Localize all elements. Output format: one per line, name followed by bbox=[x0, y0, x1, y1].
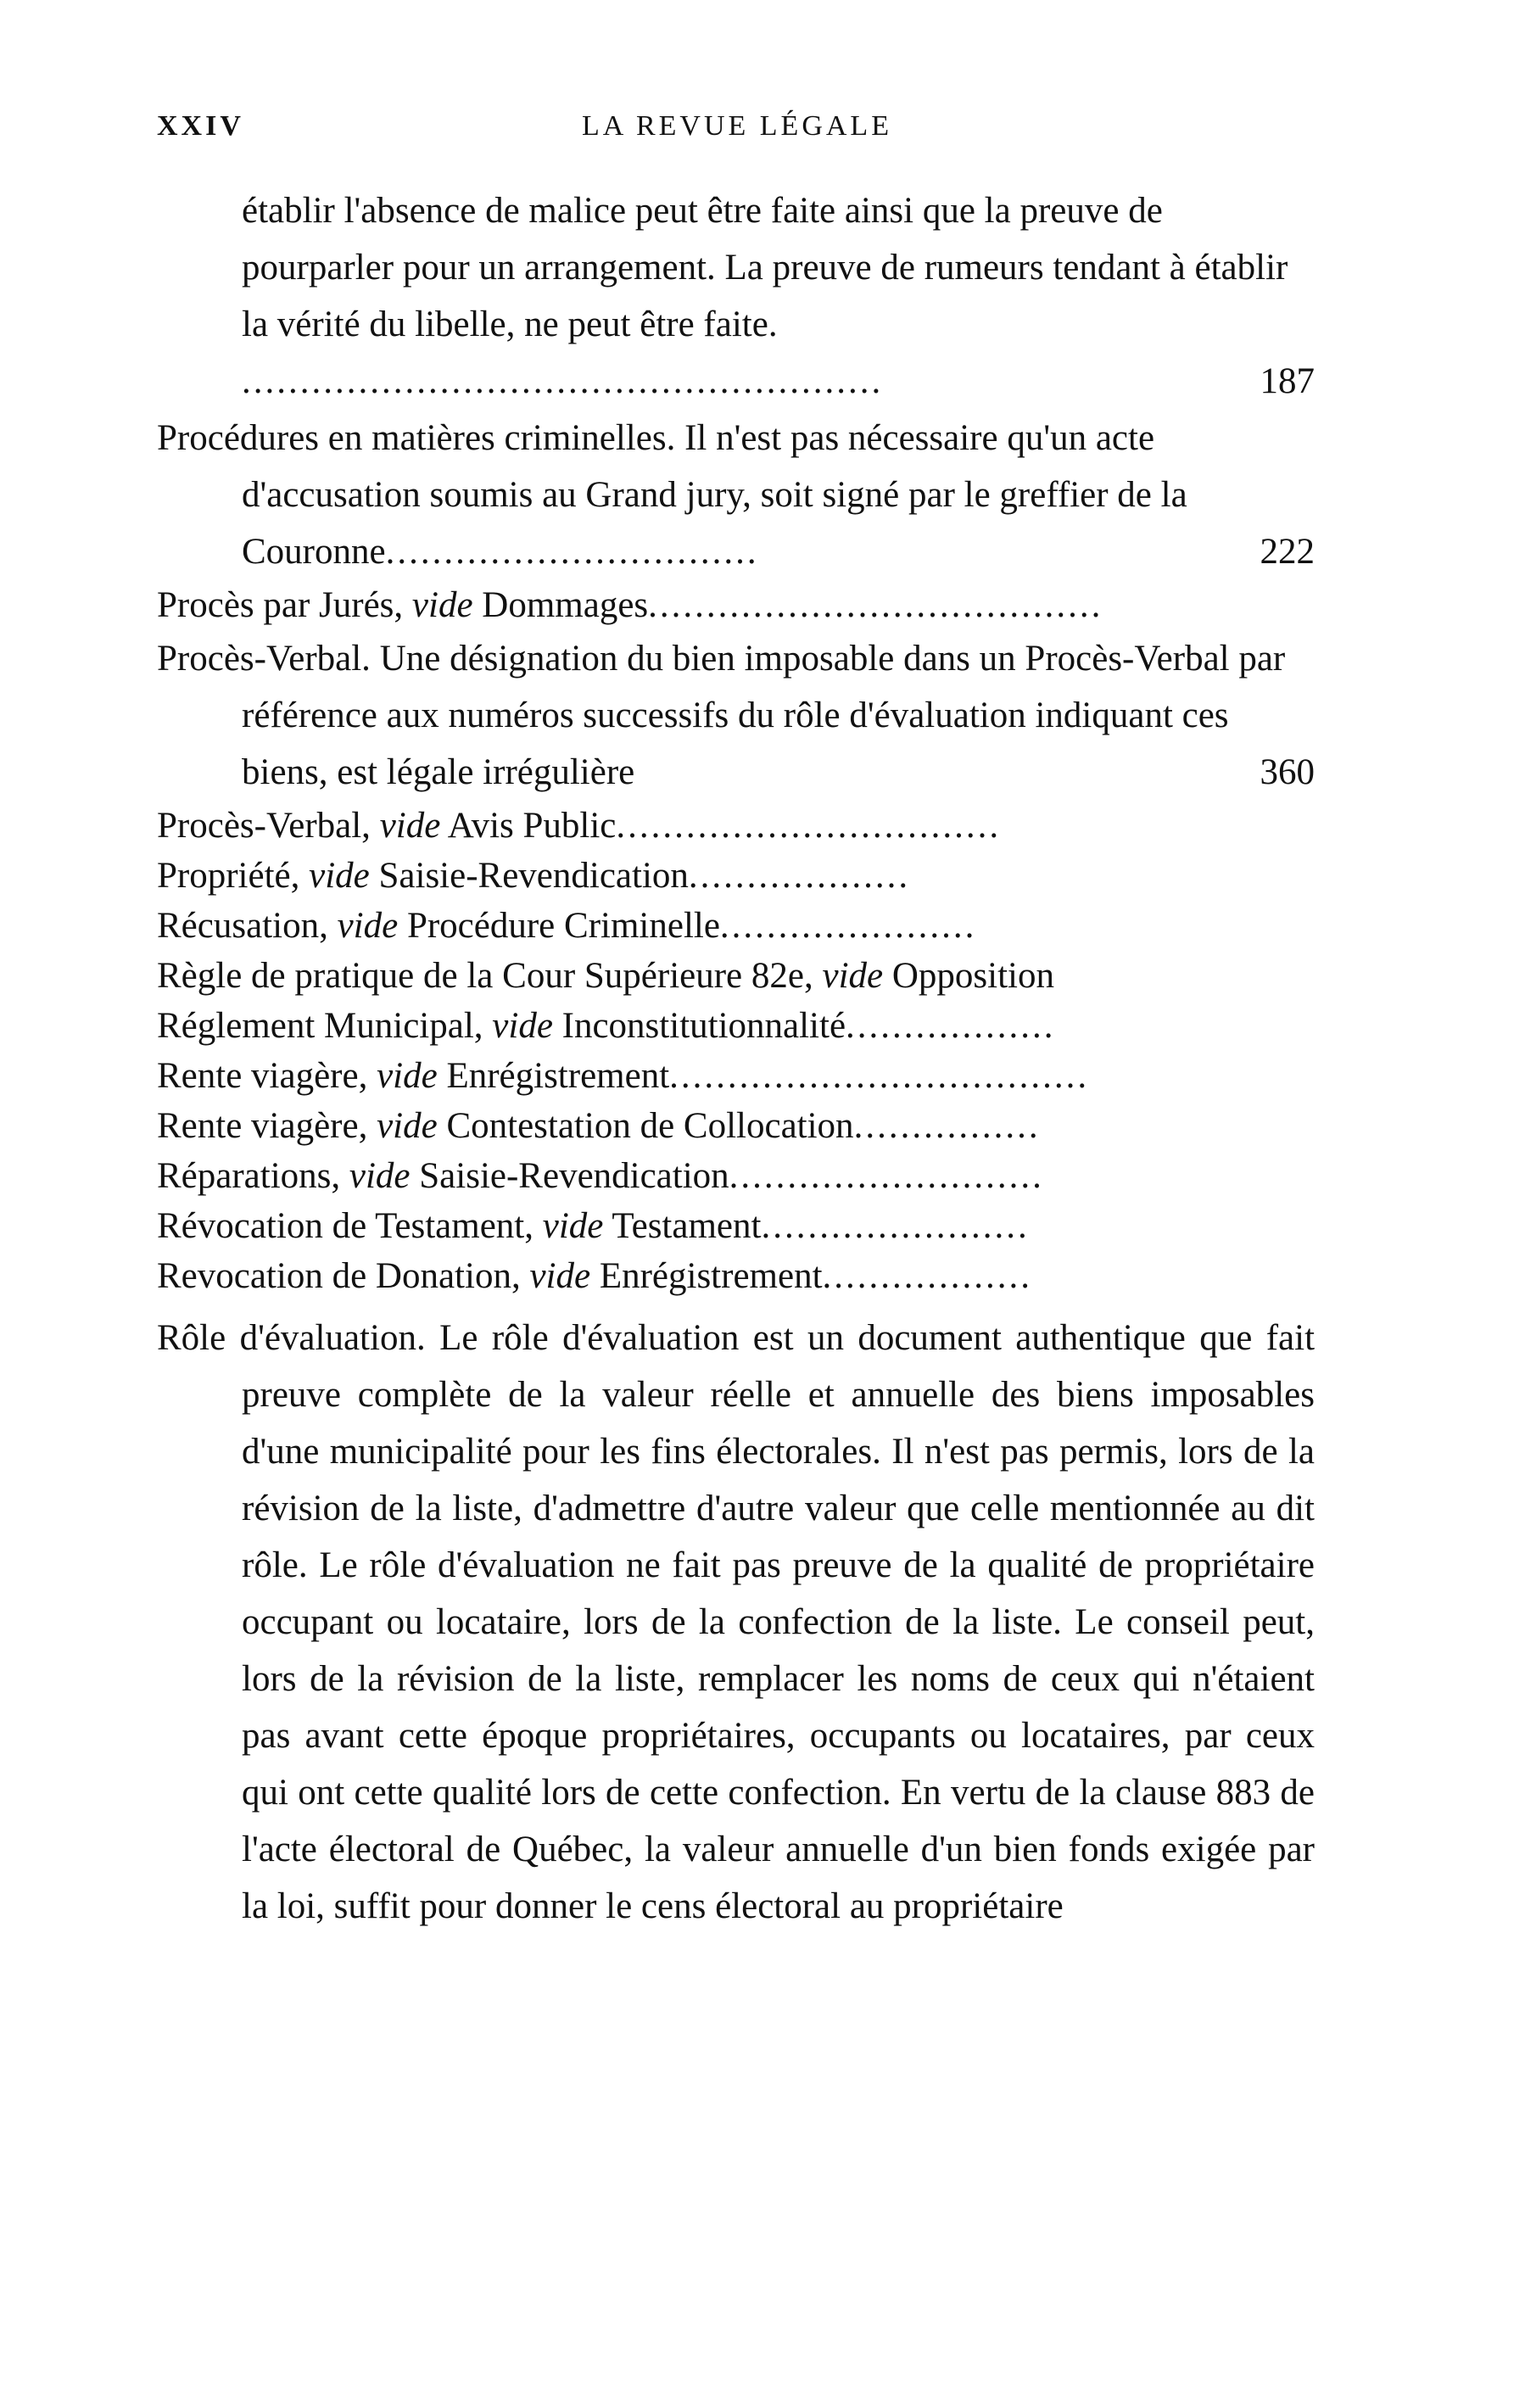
entry-target: Enrégistrement bbox=[599, 1256, 823, 1296]
index-entry bbox=[157, 1001, 1315, 1051]
page-reference: 187 bbox=[1260, 361, 1315, 401]
dot-leader: ................... bbox=[688, 856, 911, 896]
dot-leader: ...................... bbox=[719, 906, 977, 946]
dot-leader: .................. bbox=[846, 1006, 1056, 1046]
vide-crossref: vide bbox=[349, 1156, 411, 1196]
page-reference: 360 bbox=[1260, 752, 1315, 792]
dot-leader: ....................................... bbox=[648, 585, 1103, 625]
index-entry bbox=[157, 182, 1315, 410]
vide-crossref: vide bbox=[529, 1256, 591, 1296]
entry-term: Propriété, bbox=[157, 856, 300, 896]
entry-term: Rente viagère, bbox=[157, 1056, 368, 1096]
entry-target: Enrégistrement bbox=[446, 1056, 670, 1096]
index-entry bbox=[157, 801, 1315, 851]
entry-target: Saisie-Revendication bbox=[378, 856, 689, 896]
entry-term: Revocation de Donation, bbox=[157, 1256, 521, 1296]
page-reference: 222 bbox=[1260, 532, 1315, 572]
dot-leader: .................................... bbox=[669, 1056, 1090, 1096]
entry-target: Avis Public bbox=[447, 806, 617, 846]
entry-term: Réglement Municipal, bbox=[157, 1006, 483, 1046]
index-entry bbox=[157, 1101, 1315, 1151]
dot-leader: ....................... bbox=[761, 1206, 1030, 1246]
dot-leader: ................ bbox=[853, 1106, 1041, 1146]
index-body bbox=[157, 182, 1315, 1935]
entry-term: Procédures en matières criminelles. bbox=[157, 418, 676, 458]
entry-term: Rôle d'évaluation. bbox=[157, 1318, 426, 1358]
entry-target: Inconstitutionnalité bbox=[561, 1006, 846, 1046]
entry-target: Opposition bbox=[891, 956, 1054, 996]
entry-text: Le rôle d'évaluation est un document authentique que fait preuve complète de la valeur réelle et annuelle des biens imposables d'une municipalité pour les fins électorales. Il n'est pas permis, lors de la révision de la liste, d'admettre d'autre valeur que celle mentionnée au dit rôle. Le rôle d'évaluation ne fait pas preuve de la qualité de propriétaire occupant ou locataire, lors de la confection de la liste. Le conseil peut, lors de la révision de la liste, remplacer les noms de ceux qui n'étaient pas avant cette époque propriétaires, occupants ou locataires, par ceux qui ont cette qualité lors de cette confection. En vertu de la clause 883 de l'acte électoral de Québec, la valeur annuelle d'un bien fonds exigée par la loi, suffit pour donner le cens électoral au propriétaire bbox=[242, 1318, 1316, 1926]
dot-leader: .................. bbox=[822, 1256, 1033, 1296]
vide-crossref: vide bbox=[492, 1006, 553, 1046]
entry-target: Saisie-Revendication bbox=[419, 1156, 729, 1196]
vide-crossref: vide bbox=[377, 1106, 438, 1146]
dot-leader: ................................. bbox=[616, 806, 1002, 846]
entry-target: Dommages bbox=[482, 585, 649, 625]
index-entry bbox=[157, 951, 1315, 1001]
index-entry bbox=[157, 1251, 1315, 1301]
entry-target: Contestation de Collocation bbox=[446, 1106, 854, 1146]
vide-crossref: vide bbox=[337, 906, 399, 946]
vide-crossref: vide bbox=[822, 956, 884, 996]
entry-term: Procès-Verbal. bbox=[157, 639, 371, 679]
entry-text: Il n'est pas nécessaire qu'un acte d'accusation soumis au Grand jury, soit signé par le greffier de la Couronne bbox=[242, 418, 1187, 572]
running-head bbox=[157, 110, 1317, 153]
entry-text: établir l'absence de malice peut être faite ainsi que la preuve de pourparler pour un arrangement. La preuve de rumeurs tendant à établir la vérité du libelle, ne peut être faite. bbox=[242, 191, 1288, 344]
entry-term: Procès par Jurés, bbox=[157, 585, 404, 625]
entry-term: Règle de pratique de la Cour Supérieure 82e, bbox=[157, 956, 813, 996]
entry-term: Rente viagère, bbox=[157, 1106, 368, 1146]
dot-leader: ........................... bbox=[729, 1156, 1044, 1196]
entry-term: Révocation de Testament, bbox=[157, 1206, 533, 1246]
page-number: XXIV bbox=[157, 110, 244, 142]
page-title: LA REVUE LÉGALE bbox=[582, 110, 892, 142]
index-entry bbox=[157, 580, 1315, 630]
index-entry bbox=[157, 1051, 1315, 1101]
index-entry bbox=[157, 630, 1315, 801]
vide-crossref: vide bbox=[379, 806, 441, 846]
index-entry bbox=[157, 1310, 1315, 1935]
index-entry bbox=[157, 410, 1315, 580]
index-entry bbox=[157, 1151, 1315, 1201]
index-entry bbox=[157, 1201, 1315, 1251]
vide-crossref: vide bbox=[411, 585, 473, 625]
dot-leader: ................................ bbox=[385, 532, 759, 572]
entry-term: Procès-Verbal, bbox=[157, 806, 371, 846]
entry-target: Procédure Criminelle bbox=[406, 906, 720, 946]
vide-crossref: vide bbox=[309, 856, 370, 896]
index-entry bbox=[157, 851, 1315, 901]
index-entry bbox=[157, 901, 1315, 951]
dot-leader: ....................................................... bbox=[242, 361, 884, 401]
entry-text: Une désignation du bien imposable dans un Procès-Verbal par référence aux numéros successifs du rôle d'évaluation indiquant ces biens, est légale irrégulière bbox=[242, 639, 1286, 792]
entry-term: Réparations, bbox=[157, 1156, 341, 1196]
entry-term: Récusation, bbox=[157, 906, 328, 946]
vide-crossref: vide bbox=[377, 1056, 438, 1096]
entry-target: Testament bbox=[612, 1206, 762, 1246]
vide-crossref: vide bbox=[542, 1206, 604, 1246]
